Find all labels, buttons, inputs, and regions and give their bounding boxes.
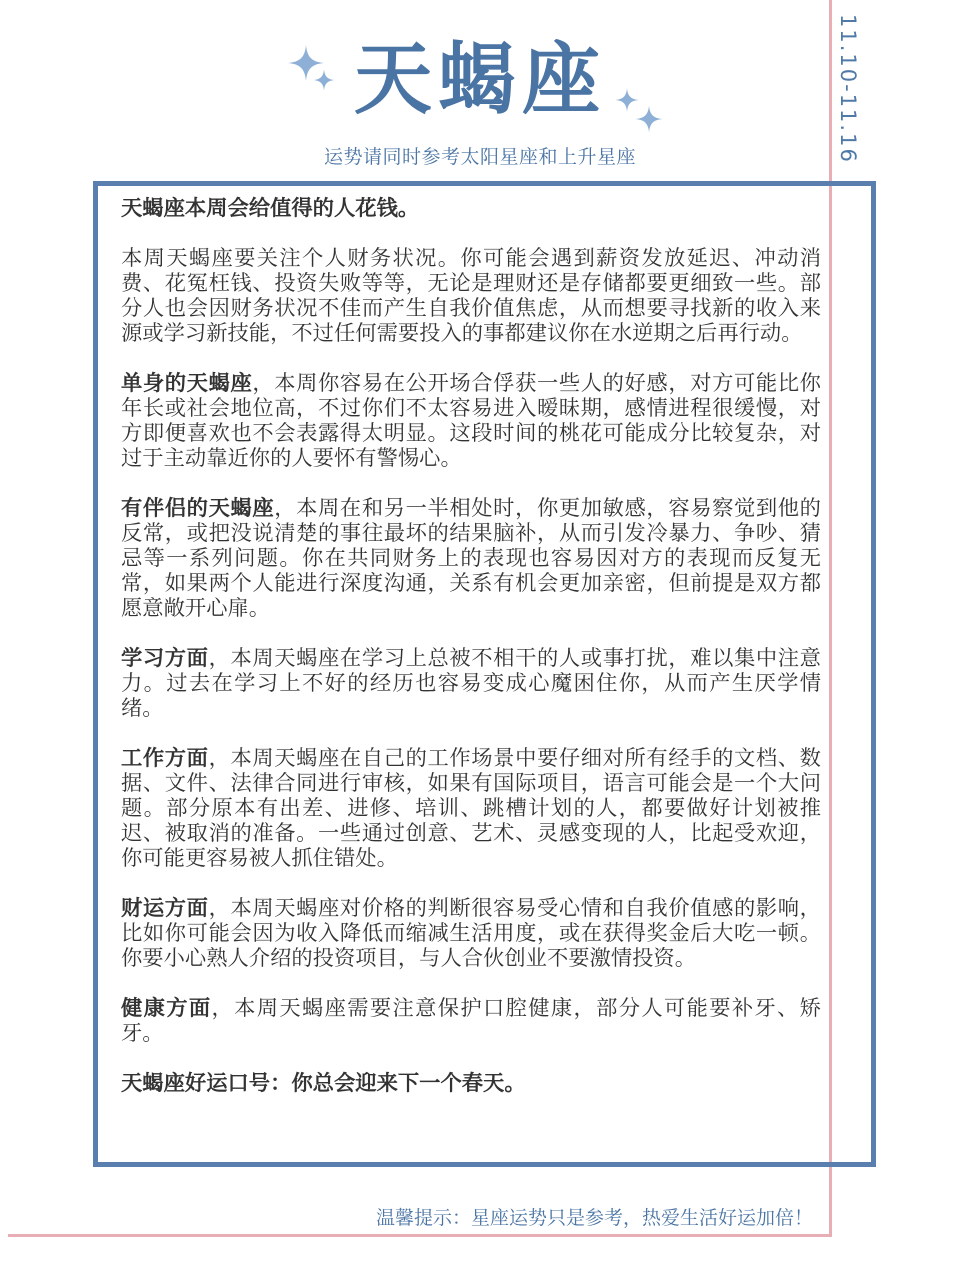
finance-paragraph: 本周天蝎座要关注个人财务状况。你可能会遇到薪资发放延迟、冲动消费、花冤枉钱、投资失败等等，无论是理财还是存储都要更细致一些。部分人也会因财务状况不佳而产生自我价值焦虑，从而想要寻找新的收入来源或学习新技能，不过任何需要投入的事都建议你在水逆期之后再行动。: [121, 246, 821, 346]
work-label: 工作方面: [121, 746, 209, 771]
study-paragraph: 学习方面，本周天蝎座在学习上总被不相干的人或事打扰，难以集中注意力。过去在学习上不好的经历也容易变成心魔困住你，从而产生厌学情绪。: [121, 646, 821, 721]
health-label: 健康方面: [121, 996, 212, 1021]
pink-horizontal-rule: [8, 1234, 832, 1237]
health-paragraph: 健康方面，本周天蝎座需要注意保护口腔健康，部分人可能要补牙、矫牙。: [121, 996, 821, 1046]
intro-line: 天蝎座本周会给值得的人花钱。: [121, 196, 420, 221]
study-label: 学习方面: [121, 646, 209, 671]
slogan-line: 天蝎座好运口号：你总会迎来下一个春天。: [121, 1071, 526, 1096]
footer-tip: 温馨提示：星座运势只是参考，热爱生活好运加倍！: [375, 1207, 813, 1229]
subtitle: 运势请同时参考太阳星座和上升星座: [323, 146, 636, 168]
sparkle-icon: [312, 68, 336, 92]
work-paragraph: 工作方面，本周天蝎座在自己的工作场景中要仔细对所有经手的文档、数据、文件、法律合同进行审核，如果有国际项目，语言可能会是一个大问题。部分原本有出差、进修、培训、跳槽计划的人，都要做好计划被推迟、被取消的准备。一些通过创意、艺术、灵感变现的人，比起受欢迎，你可能更容易被人抓住错处。: [121, 746, 821, 871]
page-title: 天蝎座: [353, 35, 606, 125]
sparkle-icon: [634, 104, 664, 134]
horoscope-content: [121, 196, 821, 1096]
single-label: 单身的天蝎座: [121, 371, 253, 396]
wealth-paragraph: 财运方面，本周天蝎座对价格的判断很容易受心情和自我价值感的影响，比如你可能会因为收入降低而缩减生活用度，或在获得奖金后大吃一顿。你要小心熟人介绍的投资项目，与人合伙创业不要激情投资。: [121, 896, 821, 971]
partnered-label: 有伴侣的天蝎座: [121, 496, 275, 521]
wealth-label: 财运方面: [121, 896, 209, 921]
partnered-paragraph: 有伴侣的天蝎座，本周在和另一半相处时，你更加敏感，容易察觉到他的反常，或把没说清楚的事往最坏的结果脑补，从而引发冷暴力、争吵、猜忌等一系列问题。你在共同财务上的表现也容易因对方的表现而反复无常，如果两个人能进行深度沟通，关系有机会更加亲密，但前提是双方都愿意敞开心扉。: [121, 496, 821, 621]
date-range: 11.10-11.16: [836, 14, 860, 164]
single-paragraph: 单身的天蝎座，本周你容易在公开场合俘获一些人的好感，对方可能比你年长或社会地位高，不过你们不太容易进入暧昧期，感情进程很缓慢，对方即便喜欢也不会表露得太明显。这段时间的桃花可能成分比较复杂，对过于主动靠近你的人要怀有警惕心。: [121, 371, 821, 471]
